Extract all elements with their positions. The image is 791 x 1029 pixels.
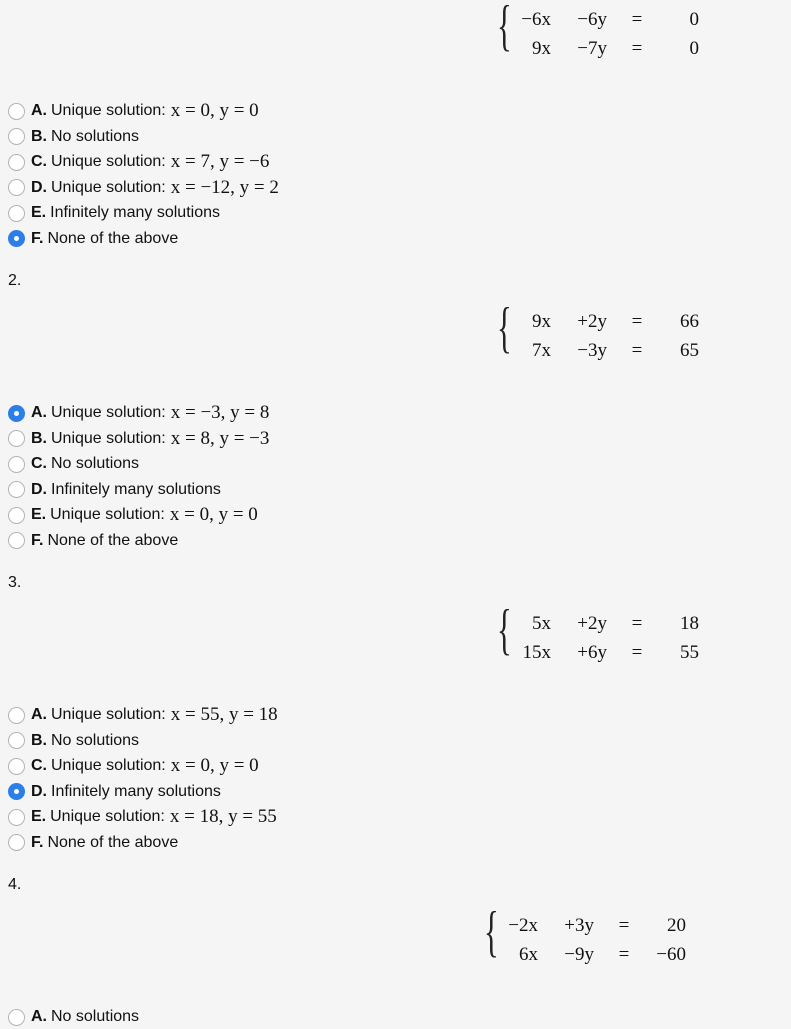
equation-term: 65: [680, 340, 699, 361]
equals-sign: =: [618, 915, 630, 936]
equation-system: [497, 0, 707, 64]
radio-button[interactable]: [8, 507, 25, 524]
radio-button[interactable]: [8, 103, 25, 120]
answer-option[interactable]: [8, 401, 269, 425]
radio-button[interactable]: [8, 783, 25, 800]
option-text: Infinitely many solutions: [51, 480, 221, 498]
answer-option[interactable]: [8, 780, 221, 804]
left-brace-icon: {: [497, 297, 512, 359]
equation-system: [484, 901, 694, 970]
radio-button[interactable]: [8, 179, 25, 196]
radio-button[interactable]: [8, 205, 25, 222]
option-letter: D.: [31, 782, 47, 800]
answer-option[interactable]: [8, 452, 139, 476]
equation-term: −6x: [521, 9, 551, 30]
option-text: Unique solution:: [51, 153, 166, 170]
option-text: None of the above: [47, 531, 179, 549]
option-letter: C.: [31, 757, 47, 774]
option-letter: A.: [31, 706, 47, 723]
radio-button[interactable]: [8, 230, 25, 247]
equation-term: 9x: [532, 311, 551, 332]
equals-sign: =: [631, 642, 643, 663]
equation-term: +3y: [564, 915, 594, 936]
option-math: x = 0, y = 0: [170, 100, 259, 121]
option-math: x = 0, y = 0: [169, 504, 258, 525]
radio-button[interactable]: [8, 405, 25, 422]
left-brace-icon: {: [497, 599, 512, 661]
equation-term: 6x: [519, 944, 538, 965]
radio-button[interactable]: [8, 758, 25, 775]
option-letter: A.: [31, 102, 47, 119]
option-text: Infinitely many solutions: [51, 782, 221, 800]
radio-button[interactable]: [8, 834, 25, 851]
option-math: x = 55, y = 18: [170, 704, 278, 725]
left-brace-icon: {: [497, 0, 512, 57]
radio-button[interactable]: [8, 1009, 25, 1026]
option-letter: D.: [31, 480, 47, 498]
radio-button[interactable]: [8, 154, 25, 171]
equals-sign: =: [631, 613, 643, 634]
option-text: Unique solution:: [51, 102, 166, 119]
option-text: None of the above: [47, 833, 179, 851]
answer-option[interactable]: [8, 754, 259, 778]
equation-term: −3y: [577, 340, 607, 361]
option-letter: C.: [31, 455, 47, 472]
question-number: 2.: [8, 272, 22, 289]
radio-button[interactable]: [8, 481, 25, 498]
equation-term: +2y: [577, 613, 607, 634]
equation-term: 7x: [532, 340, 551, 361]
radio-button[interactable]: [8, 532, 25, 549]
answer-option[interactable]: [8, 703, 278, 727]
equation-term: 20: [667, 915, 686, 936]
option-text: No solutions: [51, 455, 140, 472]
equals-sign: =: [618, 944, 630, 965]
option-text: None of the above: [47, 229, 179, 247]
option-math: x = 0, y = 0: [170, 755, 259, 776]
equation-term: −6y: [577, 9, 607, 30]
option-math: x = 18, y = 55: [169, 806, 277, 827]
option-math: x = 7, y = −6: [170, 151, 270, 172]
left-brace-icon: {: [484, 901, 499, 963]
radio-button[interactable]: [8, 128, 25, 145]
equation-term: 66: [680, 311, 699, 332]
answer-option[interactable]: [8, 529, 178, 553]
option-text: No solutions: [51, 127, 140, 145]
option-letter: C.: [31, 153, 47, 170]
answer-option[interactable]: [8, 176, 279, 200]
equation-term: −60: [656, 944, 686, 965]
option-text: Infinitely many solutions: [50, 204, 220, 221]
option-letter: E.: [31, 204, 47, 221]
option-text: Unique solution:: [50, 808, 165, 825]
option-math: x = 8, y = −3: [170, 427, 270, 449]
answer-option[interactable]: [8, 227, 178, 251]
option-math: x = −12, y = 2: [170, 176, 279, 198]
equation-term: −7y: [577, 38, 607, 59]
equation-system: [497, 297, 707, 366]
option-letter: F.: [31, 531, 44, 549]
answer-option[interactable]: [8, 805, 277, 829]
equation-term: 18: [680, 613, 699, 634]
question-number: 4.: [8, 876, 22, 893]
option-letter: D.: [31, 178, 47, 196]
option-letter: E.: [31, 808, 47, 825]
option-letter: F.: [31, 833, 44, 851]
option-math: x = −3, y = 8: [170, 402, 270, 423]
answer-option[interactable]: [8, 427, 269, 451]
radio-button[interactable]: [8, 430, 25, 447]
option-text: No solutions: [51, 1008, 140, 1025]
equation-term: +6y: [577, 642, 607, 663]
equation-term: 0: [689, 9, 699, 30]
equals-sign: =: [631, 9, 643, 30]
option-text: Unique solution:: [51, 706, 166, 723]
equation-term: 15x: [522, 642, 551, 663]
option-letter: A.: [31, 404, 47, 421]
radio-button[interactable]: [8, 809, 25, 826]
equation-system: [497, 599, 707, 668]
option-letter: B.: [31, 429, 47, 447]
equation-term: 5x: [532, 613, 551, 634]
option-text: Unique solution:: [51, 429, 166, 447]
answer-option[interactable]: [8, 478, 221, 502]
option-letter: B.: [31, 127, 47, 145]
option-letter: A.: [31, 1008, 47, 1025]
answer-option[interactable]: [8, 729, 139, 753]
equation-term: 55: [680, 642, 699, 663]
equation-term: −2x: [508, 915, 538, 936]
question-number: 3.: [8, 574, 22, 591]
option-letter: E.: [31, 506, 47, 523]
radio-button[interactable]: [8, 456, 25, 473]
equation-term: 9x: [532, 38, 551, 59]
option-text: Unique solution:: [50, 506, 165, 523]
equation-term: −9y: [564, 944, 594, 965]
option-letter: F.: [31, 229, 44, 247]
answer-option[interactable]: [8, 831, 178, 855]
answer-option[interactable]: [8, 99, 259, 123]
equals-sign: =: [631, 38, 643, 59]
radio-button[interactable]: [8, 732, 25, 749]
option-text: Unique solution:: [51, 757, 166, 774]
option-text: No solutions: [51, 731, 140, 749]
equals-sign: =: [631, 340, 643, 361]
option-text: Unique solution:: [51, 178, 166, 196]
equation-term: 0: [689, 38, 699, 59]
answer-option[interactable]: [8, 150, 269, 174]
equation-term: +2y: [577, 311, 607, 332]
equals-sign: =: [631, 311, 643, 332]
option-letter: B.: [31, 731, 47, 749]
option-text: Unique solution:: [51, 404, 166, 421]
answer-option[interactable]: [8, 1005, 139, 1029]
answer-option[interactable]: [8, 503, 258, 527]
answer-option[interactable]: [8, 201, 220, 225]
answer-option[interactable]: [8, 125, 139, 149]
radio-button[interactable]: [8, 707, 25, 724]
